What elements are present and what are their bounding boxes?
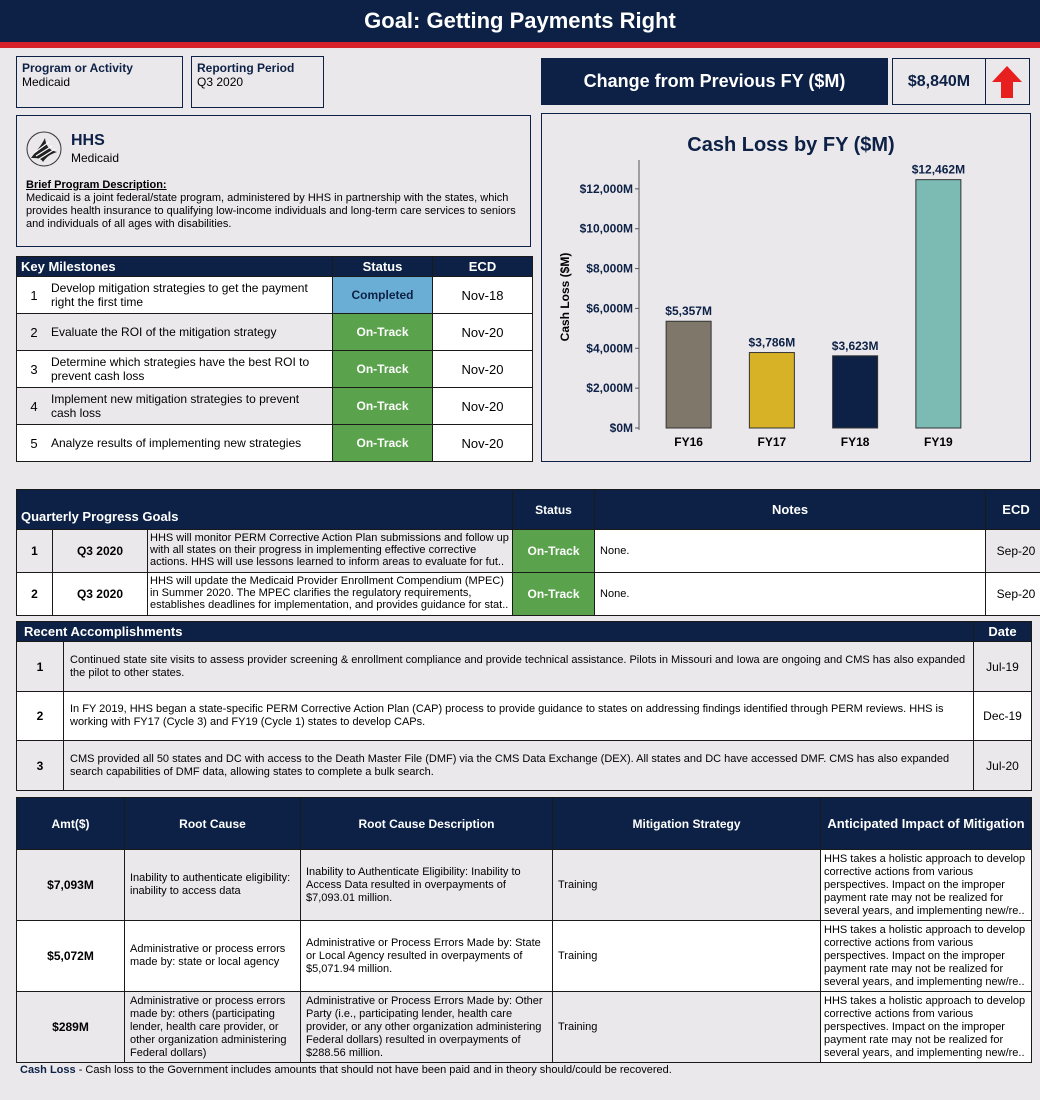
cause-text: Administrative or process errors made by: state or local agency bbox=[125, 921, 301, 992]
quarterly-ecd-header: ECD bbox=[986, 490, 1040, 530]
quarterly-status-header: Status bbox=[513, 490, 595, 530]
accomplishments-table bbox=[16, 621, 1032, 791]
header-divider bbox=[0, 42, 1040, 48]
milestone-number: 1 bbox=[30, 287, 38, 303]
bar-fy19 bbox=[916, 180, 961, 428]
anticipated-impact: HHS takes a holistic approach to develop corrective actions from various perspectives. Impact on the improper payment rate may not be realized for several years, and implementing new/re.. bbox=[821, 921, 1032, 992]
table-row bbox=[17, 992, 1032, 1063]
cause-amount: $289M bbox=[17, 992, 125, 1063]
quarterly-notes-header: Notes bbox=[595, 490, 986, 530]
cause-description: Inability to Authenticate Eligibility: Inability to Access Data resulted in overpayments of $7,093.01 million. bbox=[301, 850, 553, 921]
cause-text: Administrative or process errors made by: others (participating lender, health care provider, or other organization administering Federal dollars) bbox=[125, 992, 301, 1063]
hhs-eagle-logo-icon bbox=[25, 128, 63, 170]
status-badge: On-Track bbox=[513, 530, 595, 573]
table-row bbox=[17, 642, 1032, 692]
program-value: Medicaid bbox=[22, 75, 71, 89]
y-tick-label: $4,000M bbox=[586, 341, 633, 356]
milestones-ecd-header: ECD bbox=[433, 257, 533, 277]
mitigation-strategy: Training bbox=[553, 921, 821, 992]
x-tick-label: FY16 bbox=[674, 435, 703, 449]
milestones-table bbox=[16, 256, 533, 462]
milestone-text: Develop mitigation strategies to get the payment right the first time bbox=[51, 281, 308, 309]
goal-number: 2 bbox=[17, 573, 53, 616]
footnote-text: - Cash loss to the Government includes amounts that should not have been paid and in theory should/could be recovered. bbox=[75, 1064, 672, 1076]
milestones-title: Key Milestones bbox=[17, 257, 333, 277]
status-badge: On-Track bbox=[333, 425, 433, 462]
root-cause-table bbox=[16, 797, 1032, 1063]
y-tick-label: $10,000M bbox=[579, 221, 633, 236]
program-box bbox=[16, 56, 183, 108]
goal-ecd: Sep-20 bbox=[986, 530, 1040, 573]
change-box bbox=[892, 58, 1030, 105]
table-row bbox=[17, 850, 1032, 921]
agency-sub: Medicaid bbox=[71, 151, 120, 165]
mitigation-strategy: Training bbox=[553, 992, 821, 1063]
accomplishment-number: 3 bbox=[17, 741, 64, 791]
goal-notes: None. bbox=[595, 530, 986, 573]
program-description-box bbox=[16, 115, 531, 247]
period-label: Reporting Period bbox=[197, 61, 295, 75]
root-cause-header: Root Cause bbox=[125, 798, 301, 850]
status-badge: On-Track bbox=[333, 351, 433, 388]
x-tick-label: FY19 bbox=[924, 435, 953, 449]
period-box bbox=[191, 56, 324, 108]
cash-loss-chart bbox=[542, 114, 1030, 461]
y-tick-label: $2,000M bbox=[586, 381, 633, 396]
mitigation-strategy: Training bbox=[553, 850, 821, 921]
y-tick-label: $6,000M bbox=[586, 301, 633, 316]
cause-amount: $5,072M bbox=[17, 921, 125, 992]
milestone-ecd: Nov-18 bbox=[433, 277, 533, 314]
change-value: $8,840M bbox=[907, 73, 971, 90]
goal-notes: None. bbox=[595, 573, 986, 616]
description-label: Brief Program Description: bbox=[26, 179, 167, 191]
bar-data-label: $3,786M bbox=[748, 335, 796, 350]
accomplishments-title: Recent Accomplishments bbox=[17, 622, 974, 642]
milestone-number: 4 bbox=[30, 398, 38, 414]
period-value: Q3 2020 bbox=[197, 75, 244, 89]
milestone-number: 5 bbox=[30, 435, 38, 451]
x-tick-label: FY17 bbox=[757, 435, 787, 449]
cause-description: Administrative or Process Errors Made by: Other Party (i.e., participating lender, health care provider, or any other organization administering Federal dollars) resulted in overpayments of $288.56 million. bbox=[301, 992, 553, 1063]
milestone-text: Determine which strategies have the best ROI to prevent cash loss bbox=[51, 355, 310, 383]
y-tick-label: $8,000M bbox=[586, 261, 633, 276]
quarterly-goals-table bbox=[16, 489, 1040, 616]
goal-quarter: Q3 2020 bbox=[53, 573, 148, 616]
page-title: Goal: Getting Payments Right bbox=[0, 0, 1040, 42]
anticipated-impact: HHS takes a holistic approach to develop corrective actions from various perspectives. Impact on the improper payment rate may not be realized for several years, and implementing new/re.. bbox=[821, 850, 1032, 921]
accomplishment-text: In FY 2019, HHS began a state-specific PERM Corrective Action Plan (CAP) process to provide guidance to states on addressing findings identified through PERM reviews. HHS is working with FY17 (Cycle 3) and FY19 (Cycle 1) states to develop CAPs. bbox=[64, 692, 974, 741]
footnote bbox=[20, 1064, 672, 1076]
y-tick-label: $12,000M bbox=[579, 181, 633, 196]
milestone-number: 2 bbox=[30, 324, 38, 340]
table-row bbox=[17, 314, 533, 351]
table-row bbox=[17, 741, 1032, 791]
chart-panel bbox=[541, 113, 1031, 462]
goal-ecd: Sep-20 bbox=[986, 573, 1040, 616]
milestone-text: Evaluate the ROI of the mitigation strategy bbox=[51, 325, 277, 339]
footnote-term: Cash Loss bbox=[20, 1064, 76, 1076]
cause-text: Inability to authenticate eligibility: inability to access data bbox=[125, 850, 301, 921]
table-row bbox=[17, 921, 1032, 992]
accomplishment-date: Jul-20 bbox=[974, 741, 1032, 791]
amt-header: Amt($) bbox=[17, 798, 125, 850]
milestones-status-header: Status bbox=[333, 257, 433, 277]
accomplishment-number: 1 bbox=[17, 642, 64, 692]
change-label: Change from Previous FY ($M) bbox=[541, 58, 888, 105]
bar-data-label: $12,462M bbox=[911, 162, 966, 177]
status-badge: On-Track bbox=[333, 314, 433, 351]
accomplishment-text: CMS provided all 50 states and DC with access to the Death Master File (DMF) via the CMS Data Exchange (DEX). All states and DC have accessed DMF. CMS has also expanded search capabilities of DMF data, allowing states to complete a bulk search. bbox=[64, 741, 974, 791]
goal-text: HHS will update the Medicaid Provider Enrollment Compendium (MPEC) in Summer 2020. The MPEC clarifies the regulatory requirements, establishes deadlines for implementation, and provides guidance for stat.. bbox=[150, 575, 509, 611]
accomplishment-date: Dec-19 bbox=[974, 692, 1032, 741]
accomplishments-date-header: Date bbox=[974, 622, 1032, 642]
root-cause-description-header: Root Cause Description bbox=[301, 798, 553, 850]
description-text: Medicaid is a joint federal/state program, administered by HHS in partnership with the states, which provides health insurance to qualifying low-income individuals and long-term care services to seniors and individuals of all ages with disabilities. bbox=[26, 192, 516, 230]
bar-fy17 bbox=[749, 353, 794, 428]
goal-number: 1 bbox=[17, 530, 53, 573]
anticipated-impact: HHS takes a holistic approach to develop corrective actions from various perspectives. Impact on the improper payment rate may not be realized for several years, and implementing new/re.. bbox=[821, 992, 1032, 1063]
table-row bbox=[17, 351, 533, 388]
milestone-text: Implement new mitigation strategies to prevent cash loss bbox=[51, 392, 300, 420]
up-arrow-icon bbox=[990, 64, 1024, 100]
milestone-number: 3 bbox=[30, 361, 38, 377]
bar-fy18 bbox=[833, 356, 878, 428]
accomplishment-date: Jul-19 bbox=[974, 642, 1032, 692]
milestone-ecd: Nov-20 bbox=[433, 314, 533, 351]
table-row bbox=[17, 692, 1032, 741]
goal-text: HHS will monitor PERM Corrective Action Plan submissions and follow up with all states on their progress in implementing effective corrective actions. HHS will use lessons learned to inform areas to evaluate for fut.. bbox=[150, 532, 509, 568]
milestone-ecd: Nov-20 bbox=[433, 388, 533, 425]
table-row bbox=[17, 425, 533, 462]
goal-quarter: Q3 2020 bbox=[53, 530, 148, 573]
bar-data-label: $3,623M bbox=[831, 338, 879, 353]
program-label: Program or Activity bbox=[22, 61, 133, 75]
anticipated-impact-header: Anticipated Impact of Mitigation bbox=[821, 798, 1032, 850]
cause-amount: $7,093M bbox=[17, 850, 125, 921]
status-badge: Completed bbox=[333, 277, 433, 314]
mitigation-strategy-header: Mitigation Strategy bbox=[553, 798, 821, 850]
milestone-ecd: Nov-20 bbox=[433, 351, 533, 388]
table-row bbox=[17, 277, 533, 314]
quarterly-title: Quarterly Progress Goals bbox=[17, 490, 513, 530]
agency-name: HHS bbox=[71, 132, 105, 149]
status-badge: On-Track bbox=[333, 388, 433, 425]
x-tick-label: FY18 bbox=[840, 435, 870, 449]
table-row bbox=[17, 388, 533, 425]
milestone-ecd: Nov-20 bbox=[433, 425, 533, 462]
chart-y-axis-label: Cash Loss ($M) bbox=[558, 252, 572, 342]
accomplishment-text: Continued state site visits to assess provider screening & enrollment compliance and provide technical assistance. Pilots in Missouri and Iowa are ongoing and CMS has also expanded the pilot to other states. bbox=[64, 642, 974, 692]
chart-title: Cash Loss by FY ($M) bbox=[687, 134, 895, 156]
y-tick-label: $0M bbox=[609, 421, 633, 435]
accomplishment-number: 2 bbox=[17, 692, 64, 741]
bar-data-label: $5,357M bbox=[665, 304, 712, 319]
bar-fy16 bbox=[666, 321, 711, 428]
table-row bbox=[17, 530, 1040, 573]
table-row bbox=[17, 573, 1040, 616]
status-badge: On-Track bbox=[513, 573, 595, 616]
cause-description: Administrative or Process Errors Made by: State or Local Agency resulted in overpayments of $5,071.94 million. bbox=[301, 921, 553, 992]
milestone-text: Analyze results of implementing new strategies bbox=[51, 436, 302, 450]
